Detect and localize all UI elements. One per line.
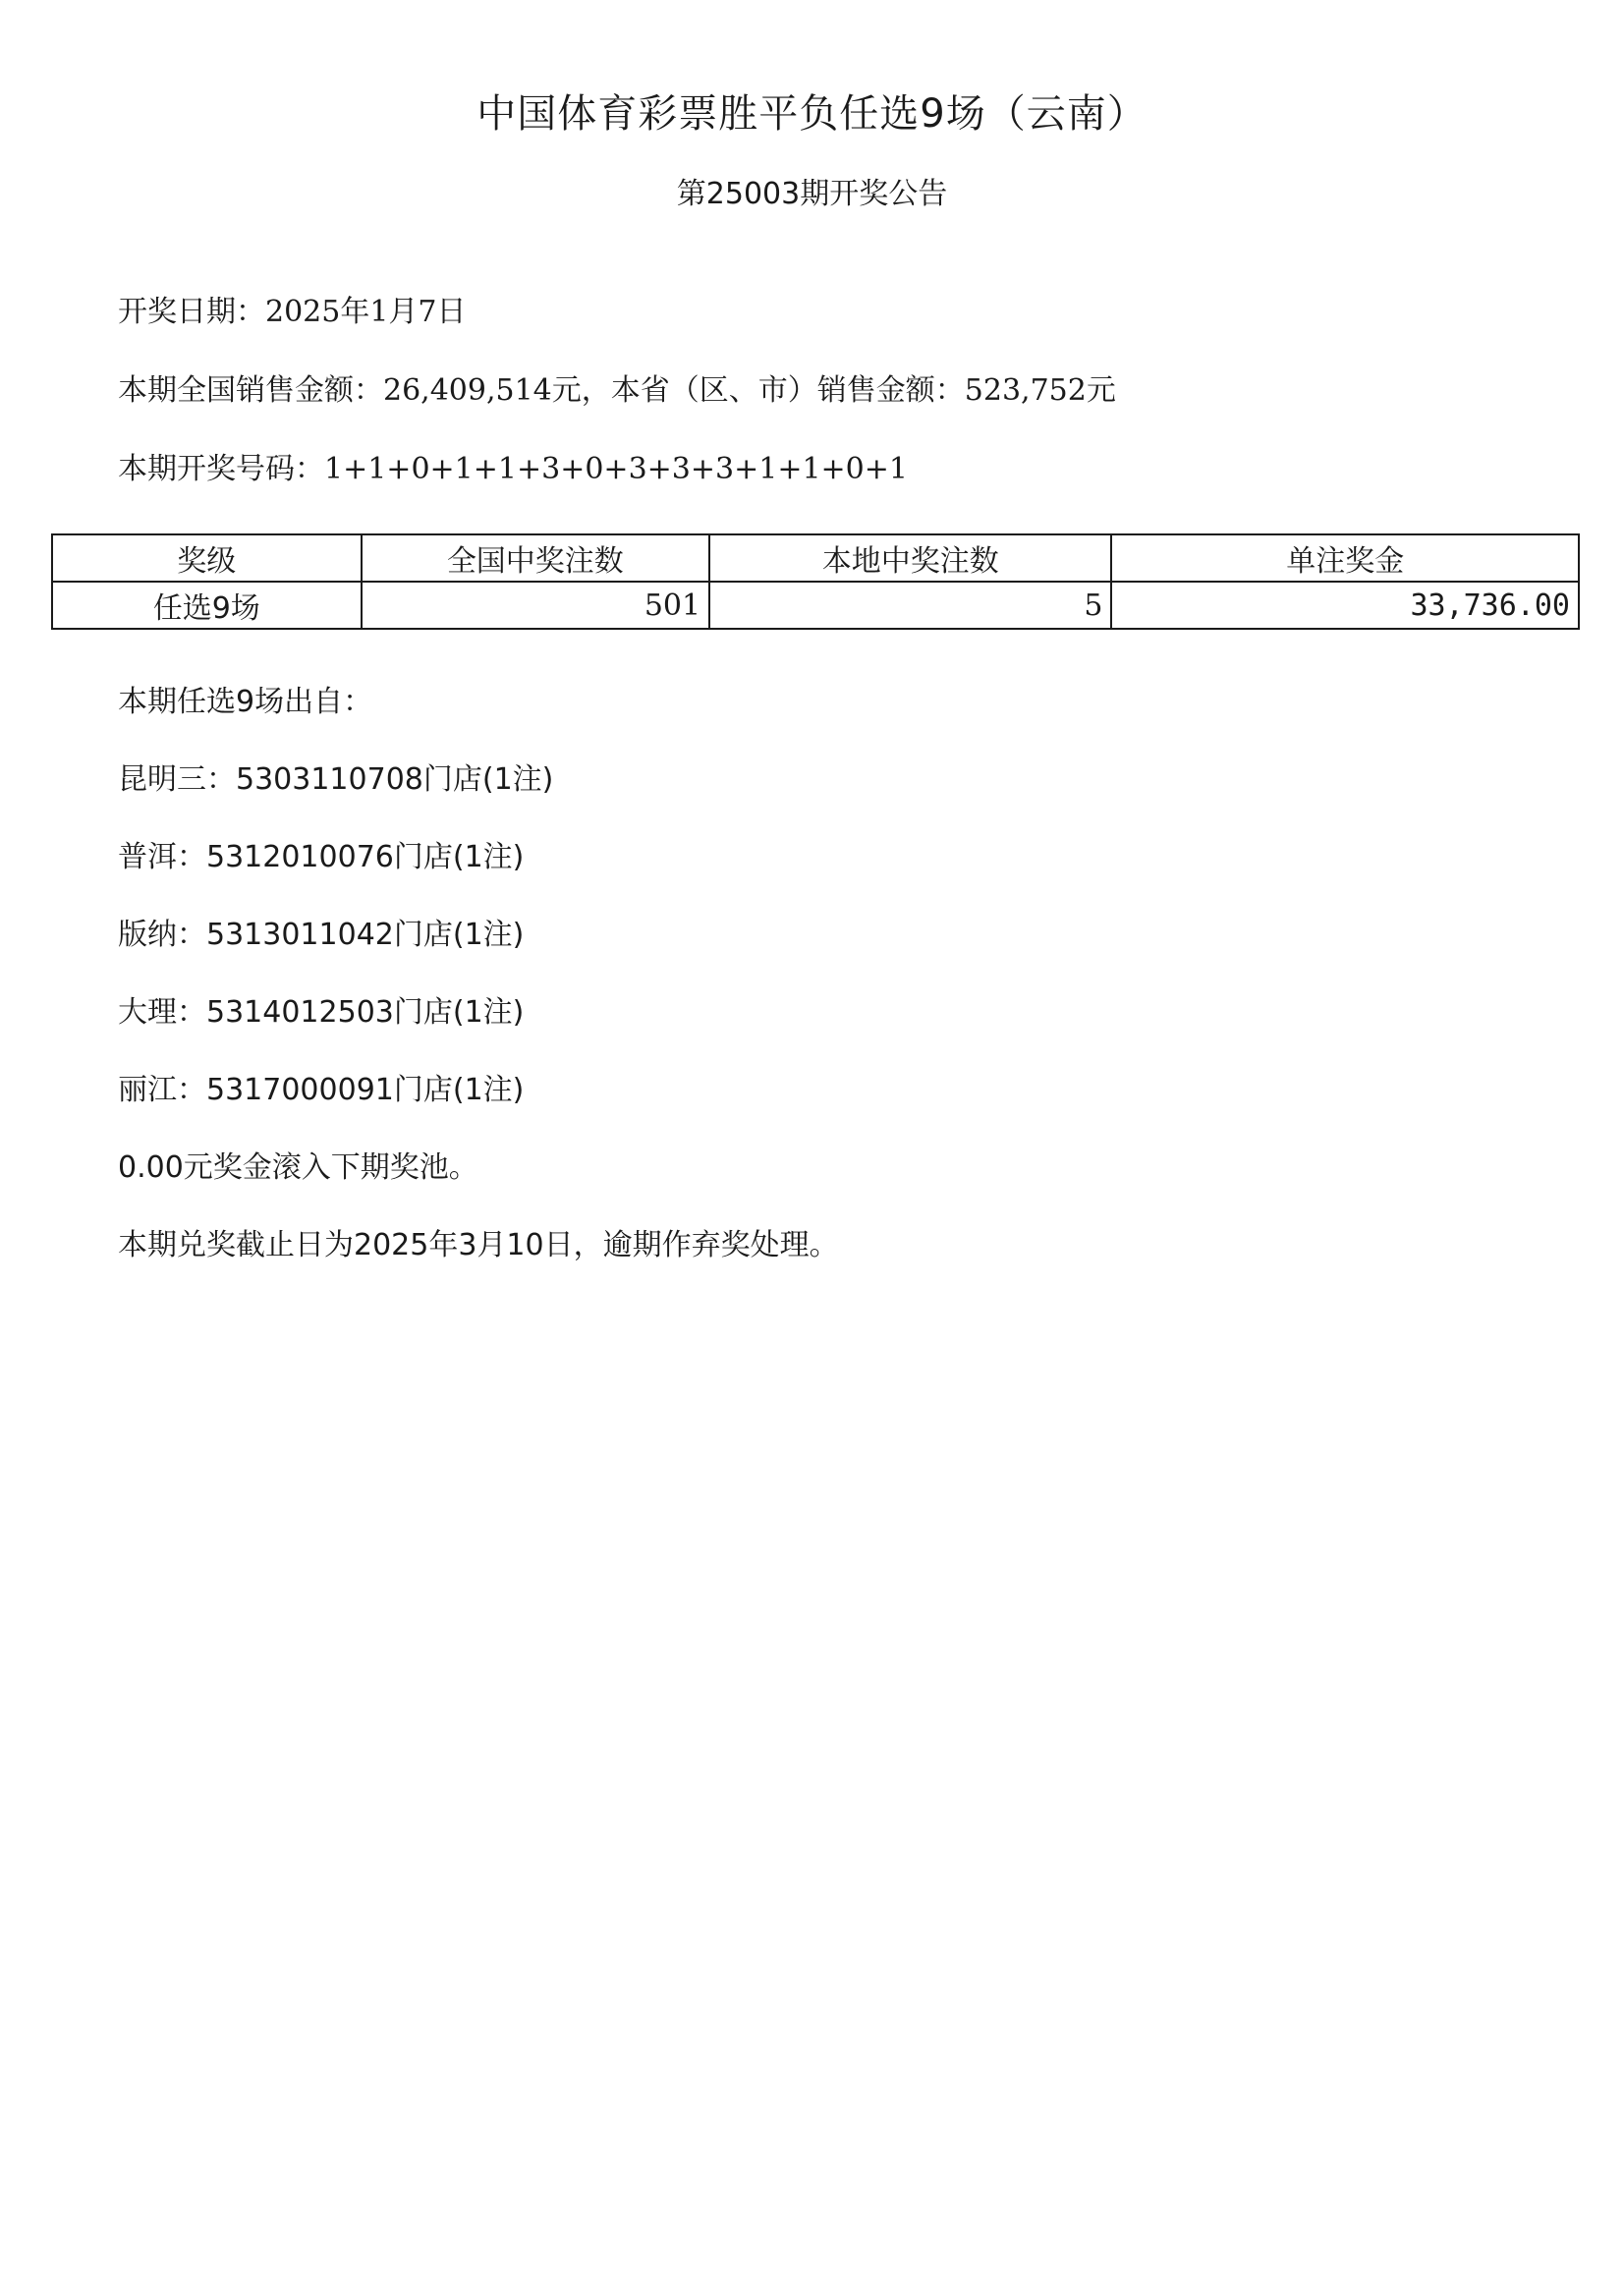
winning-numbers: 1+1+0+1+1+3+0+3+3+3+1+1+0+1	[324, 452, 908, 486]
table-row	[52, 582, 1579, 629]
sales-national-value: 26,409,514元	[383, 373, 582, 408]
list-item: 普洱：5312010076门店(1注)	[118, 840, 525, 874]
header-local-count: 本地中奖注数	[709, 534, 1111, 582]
sales-label: 本期全国销售金额：	[118, 373, 383, 408]
list-item: 大理：5314012503门店(1注)	[118, 995, 525, 1030]
sales-local-value: 523,752元	[964, 373, 1116, 408]
winners-intro: 本期任选9场出自：	[118, 685, 373, 719]
cell-level: 任选9场	[52, 582, 362, 629]
issue-subtitle: 第25003期开奖公告	[676, 177, 948, 211]
sales-line	[118, 371, 1116, 411]
draw-date-label: 开奖日期：	[118, 295, 265, 329]
list-item: 丽江：5317000091门店(1注)	[118, 1073, 525, 1107]
cell-prize: 33,736.00	[1111, 582, 1579, 629]
draw-date-value: 2025年1月7日	[265, 295, 467, 329]
list-item: 昆明三：5303110708门店(1注)	[118, 762, 554, 797]
header-prize: 单注奖金	[1111, 534, 1579, 582]
numbers-label: 本期开奖号码：	[118, 452, 324, 486]
numbers-line	[118, 450, 908, 489]
header-national-count: 全国中奖注数	[362, 534, 710, 582]
cell-local-count: 5	[709, 582, 1111, 629]
cell-national-count: 501	[362, 582, 710, 629]
header-level: 奖级	[52, 534, 362, 582]
page-title: 中国体育彩票胜平负任选9场（云南）	[476, 91, 1148, 137]
sales-separator: ，本省（区、市）销售金额：	[581, 373, 965, 408]
draw-date-line	[118, 293, 467, 332]
prize-table	[51, 533, 1580, 630]
list-item: 版纳：5313011042门店(1注)	[118, 918, 525, 952]
rollover-note: 0.00元奖金滚入下期奖池。	[118, 1150, 478, 1185]
deadline-note: 本期兑奖截止日为2025年3月10日，逾期作弃奖处理。	[118, 1228, 839, 1262]
prize-table-header-row	[52, 534, 1579, 582]
